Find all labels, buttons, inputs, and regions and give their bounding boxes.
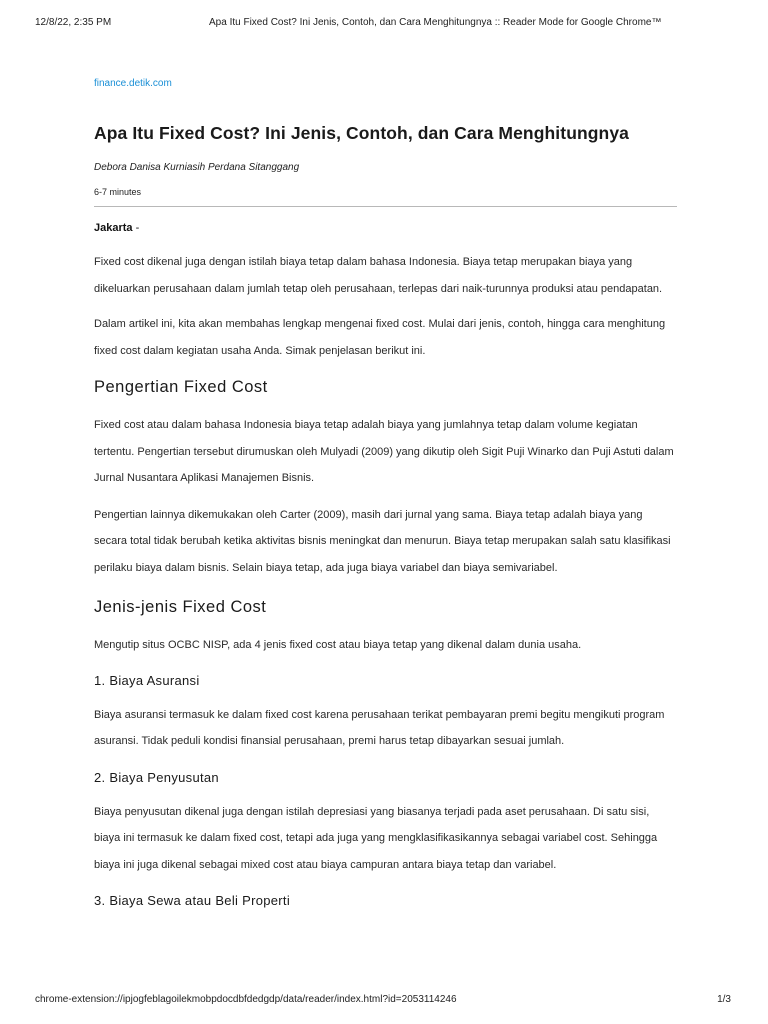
print-url: chrome-extension://ipjogfeblagoilekmobpdocdbfdedgdp/data/reader/index.html?id=2053114246	[35, 994, 457, 1005]
heading-biaya-asuransi: 1. Biaya Asuransi	[94, 672, 200, 688]
print-page-title: Apa Itu Fixed Cost? Ini Jenis, Contoh, dan Cara Menghitungnya :: Reader Mode for Google Chrome™	[209, 17, 662, 28]
dateline	[94, 222, 677, 234]
page-number: 1/3	[717, 994, 731, 1005]
dateline-dash: -	[132, 222, 140, 234]
article-title: Apa Itu Fixed Cost? Ini Jenis, Contoh, dan Cara Menghitungnya	[94, 123, 630, 143]
header-divider	[94, 206, 677, 207]
paragraph-penyusutan: Biaya penyusutan dikenal juga dengan istilah depresiasi yang biasanya terjadi pada aset perusahaan. Di satu sisi, biaya ini termasuk ke dalam fixed cost, tetapi ada juga yang mengklasifikasikannya sebagai variabel cost. Sehingga biaya ini juga dikenal sebagai mixed cost atau biaya campuran antara biaya tetap dan variabel.	[94, 805, 658, 871]
heading-jenis: Jenis-jenis Fixed Cost	[94, 598, 267, 616]
heading-biaya-penyusutan: 2. Biaya Penyusutan	[94, 769, 219, 785]
print-footer	[35, 994, 731, 1008]
heading-biaya-sewa: 3. Biaya Sewa atau Beli Properti	[94, 893, 291, 908]
print-header	[35, 17, 728, 31]
heading-pengertian: Pengertian Fixed Cost	[94, 378, 268, 396]
paragraph-asuransi: Biaya asuransi termasuk ke dalam fixed cost karena perusahaan terikat pembayaran premi begitu mengikuti program asuransi. Tidak peduli kondisi finansial perusahaan, premi harus tetap dibayarkan sesuai jumlah.	[94, 708, 665, 747]
paragraph-jenis-intro: Mengutip situs OCBC NISP, ada 4 jenis fixed cost atau biaya tetap yang dikenal dalam dunia usaha.	[94, 639, 582, 651]
dateline-city: Jakarta	[94, 222, 133, 234]
print-datetime: 12/8/22, 2:35 PM	[35, 17, 112, 28]
reader-article	[94, 78, 677, 910]
author-byline: Debora Danisa Kurniasih Perdana Sitanggang	[94, 162, 300, 173]
source-domain-link[interactable]: finance.detik.com	[94, 78, 172, 89]
reading-time: 6-7 minutes	[94, 187, 142, 197]
paragraph-pengertian-1: Fixed cost atau dalam bahasa Indonesia biaya tetap adalah biaya yang jumlahnya tetap dalam volume kegiatan tertentu. Pengertian tersebut dirumuskan oleh Mulyadi (2009) yang dikutip oleh Sigit Puji Winarko dan Puji Astuti dalam Jurnal Nusantara Aplikasi Manajemen Bisnis.	[94, 419, 674, 484]
paragraph-intro-2: Dalam artikel ini, kita akan membahas lengkap mengenai fixed cost. Mulai dari jenis, contoh, hingga cara menghitung fixed cost dalam kegiatan usaha Anda. Simak penjelasan berikut ini.	[94, 318, 666, 357]
paragraph-pengertian-2: Pengertian lainnya dikemukakan oleh Carter (2009), masih dari jurnal yang sama. Biaya tetap adalah biaya yang secara total tidak berubah ketika aktivitas bisnis meningkat dan menurun. Biaya tetap merupakan salah satu klasifikasi perilaku biaya dalam bisnis. Selain biaya tetap, ada juga biaya variabel dan biaya semivariabel.	[94, 508, 671, 574]
paragraph-intro-1: Fixed cost dikenal juga dengan istilah biaya tetap dalam bahasa Indonesia. Biaya tetap merupakan biaya yang dikeluarkan perusahaan dalam jumlah tetap oleh perusahaan, terlepas dari naik-turunnya produksi atau pendapatan.	[94, 256, 663, 295]
